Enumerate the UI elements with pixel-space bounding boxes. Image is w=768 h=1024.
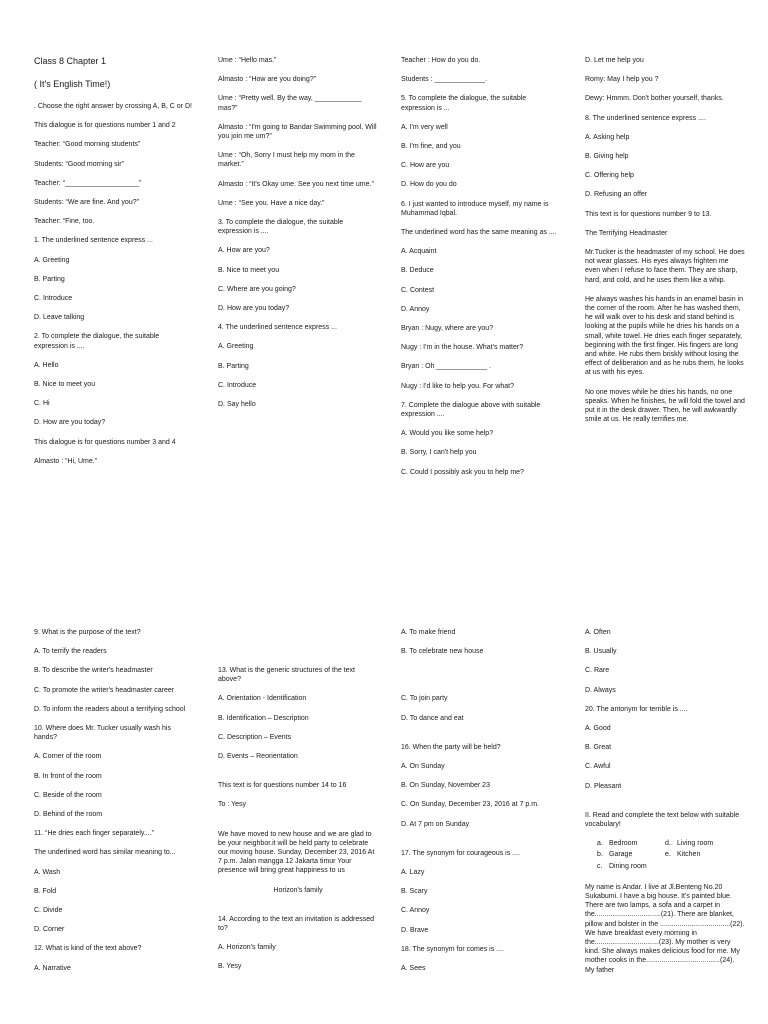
answer-option: A. To make friend xyxy=(401,629,456,636)
question: 16. When the party will be held? xyxy=(401,743,501,751)
answer-option: C. How are you xyxy=(401,162,450,170)
question: 5. To complete the dialogue, the suitable expression is ... xyxy=(401,95,529,112)
answer-option: A. Hello xyxy=(34,361,59,369)
answer-option: A. Sees xyxy=(401,965,426,973)
dialogue-line: Almasto : “How are you doing?” xyxy=(218,76,317,84)
dialogue-line: Almasto : “Hi, Ume.” xyxy=(34,457,98,465)
question: 7. Complete the dialogue above with suitable expression .... xyxy=(401,401,543,419)
answer-option: B. Fold xyxy=(34,887,57,895)
choice-word: Dining room xyxy=(609,862,647,870)
question: 9. What is the purpose of the text? xyxy=(34,629,141,636)
choice-letter: a. xyxy=(597,840,603,848)
answer-option: D. Events – Reorientation xyxy=(218,753,298,761)
answer-option: A. Acquaint xyxy=(401,248,437,256)
answer-option: B. Great xyxy=(585,744,612,752)
text-line: This dialogue is for questions number 3 and 4 xyxy=(34,438,176,446)
document-subtitle: ( It's English Time!) xyxy=(34,79,111,89)
question: 13. What is the generic structures of the text above? xyxy=(218,667,357,684)
dialogue-line: Dewy: Hmmm. Don't bother yourself, thanks. xyxy=(585,95,724,103)
instruction: . Choose the right answer by crossing A, B, C or D! xyxy=(34,103,192,110)
answer-option: B. Sorry, I can't help you xyxy=(401,449,477,457)
dialogue-line: Almasto : “It's Okay ume. See you next time ume.” xyxy=(218,180,374,188)
question: 3. To complete the dialogue, the suitable expression is .... xyxy=(218,219,346,236)
dialogue-line: Nugy : I'm in the house. What's matter? xyxy=(401,344,524,352)
answer-option: D. To inform the readers about a terrifying school xyxy=(34,705,186,713)
answer-option: A. Narrative xyxy=(34,964,71,972)
column-3 xyxy=(401,56,561,487)
question: 18. The synonym for comes is .... xyxy=(401,945,504,953)
dialogue-line: Students: “We are fine. And you?” xyxy=(34,199,139,207)
answer-option: C. Divide xyxy=(34,907,63,915)
document-title: Class 8 Chapter 1 xyxy=(34,56,107,66)
column-2 xyxy=(218,666,378,982)
answer-option: B. To celebrate new house xyxy=(401,648,484,656)
dialogue-line: Teacher: “___________________” xyxy=(34,179,142,187)
column-2 xyxy=(218,56,378,419)
section-heading: II. Read and complete the text below with suitable vocabulary! xyxy=(585,811,742,829)
question: 17. The synonym for courageous is .... xyxy=(401,849,520,857)
answer-option: D. How are you today? xyxy=(34,419,106,427)
dialogue-line: Almasto : “I'm going to Bandar Swimming pool. Will you join me um?” xyxy=(218,123,379,141)
choice-word: Garage xyxy=(609,851,633,859)
answer-option: B. On Sunday, November 23 xyxy=(401,782,490,790)
answer-option: A. Orientation - Identification xyxy=(218,695,307,703)
answer-option: C. Annoy xyxy=(401,907,430,915)
answer-option: B. Parting xyxy=(218,362,249,370)
answer-option: C. Where are you going? xyxy=(218,285,296,293)
choice-letter: c. xyxy=(597,862,603,870)
question: 8. The underlined sentence express .... xyxy=(585,114,706,122)
answer-option: D. At 7 pm on Sunday xyxy=(401,820,470,828)
dialogue-line: Ume : “See you. Have a nice day.” xyxy=(218,199,325,207)
answer-option: C. To promote the writer's headmaster career xyxy=(34,686,175,694)
answer-option: C. On Sunday, December 23, 2016 at 7 p.m. xyxy=(401,801,540,809)
answer-option: C. Offering help xyxy=(585,172,634,180)
answer-option: B. Giving help xyxy=(585,153,629,161)
column-1 xyxy=(34,56,194,476)
answer-option: A. Greeting xyxy=(34,256,70,264)
answer-option: A. To terrify the readers xyxy=(34,648,107,656)
answer-option: A. Lazy xyxy=(401,869,425,877)
dialogue-line: Teacher : How do you do. xyxy=(401,57,481,64)
choice-letter: d.. xyxy=(665,840,673,848)
question: The underlined word has the same meaning as .... xyxy=(401,229,557,237)
dialogue-line: Ume : “Oh, Sorry I must help my mom in the market.” xyxy=(218,152,357,169)
dialogue-line: Bryan : Nugy, where are you? xyxy=(401,325,494,333)
answer-option: B. Identification – Description xyxy=(218,714,309,722)
dialogue-line: Teacher: “Good morning students” xyxy=(34,141,141,149)
choice-word: Kitchen xyxy=(677,851,701,859)
answer-option: B. Parting xyxy=(34,275,65,283)
answer-option: C. Could I possibly ask you to help me? xyxy=(401,468,524,476)
invitation-signature: Horizon's family xyxy=(273,886,323,894)
answer-option: B. Scary xyxy=(401,888,428,896)
dialogue-line: Students: “Good morning sir” xyxy=(34,160,124,168)
question: 12. What is kind of the text above? xyxy=(34,945,142,953)
dialogue-line: Nugy : I'd like to help you. For what? xyxy=(401,382,515,390)
column-4 xyxy=(585,56,745,434)
answer-option: B. In front of the room xyxy=(34,772,102,780)
question: 10. Where does Mr. Tucker usually wash his hands? xyxy=(34,725,173,742)
question: 20. The antonym for terrible is .... xyxy=(585,705,688,713)
question: 2. To complete the dialogue, the suitable expression is .... xyxy=(34,333,162,350)
answer-option: A. I'm very well xyxy=(401,123,448,131)
answer-option: B. Nice to meet you xyxy=(218,266,280,274)
answer-option: C. Introduce xyxy=(218,381,257,389)
answer-option: A. Horizon's family xyxy=(218,944,276,952)
column-3 xyxy=(401,628,561,983)
question: 1. The underlined sentence express ... xyxy=(34,237,153,245)
answer-option: B. Deduce xyxy=(401,267,434,275)
answer-option: A. Greeting xyxy=(218,343,254,351)
dialogue-line: Teacher: “Fine, too. xyxy=(34,218,95,226)
choice-letter: b. xyxy=(597,851,603,859)
cloze-passage: My name is Andar. I live at Jl.Benteng No.20 Sukabumi. I have a big house. It's painted blue. There are two lamps, a sofa and a carpet in the..................................(21). There are blanket, pillow and bolster in the ....................................(22). We have breakfast every morning in the.................................(23). My mother is very kind. She always makes delicious food for me. My mother cooks in the......................................(24). My father xyxy=(585,883,747,974)
invitation-body: We have moved to new house and we are glad to be your neighbor.it will be held party to celebrate our moving house. Sunday, December 23, 2016 At 7 p.m. Jalan mangga 12 Jakarta timur Your presence will bring great happiness to us xyxy=(218,830,377,875)
answer-option: C. Beside of the room xyxy=(34,791,102,799)
text-line: This text is for questions number 14 to 16 xyxy=(218,782,347,790)
answer-option: D. Leave talking xyxy=(34,314,85,322)
question: 4. The underlined sentence express ... xyxy=(218,324,337,332)
passage-title: The Terrifying Headmaster xyxy=(585,229,668,237)
answer-option: D. Pleasant xyxy=(585,782,622,790)
answer-option: B. I'm fine, and you xyxy=(401,143,461,151)
answer-option: D. How do you do xyxy=(401,181,457,189)
answer-option: A. Would you like some help? xyxy=(401,430,494,438)
answer-option: C. Rare xyxy=(585,667,610,675)
answer-option: D. Behind of the room xyxy=(34,811,103,819)
choice-word: Living room xyxy=(677,840,714,848)
answer-option: C. To join party xyxy=(401,695,448,703)
passage-paragraph: He always washes his hands in an enamel basin in the corner of the room. After he has washed them, he will walk over to his desk and stand behind is looking at the pupils while he dries his hands on a small, white towel. He dries each finger separately, beginning with the first finger. His fingers are long and white. He rubs them briskly without losing the effect of deliberation and as he rubs them, he looks at us with his eyes. xyxy=(585,295,746,377)
dialogue-line: Ume : “Pretty well. By the way, ____________ mas?” xyxy=(218,95,364,112)
answer-option: C. Awful xyxy=(585,763,611,771)
question: 14. According to the text an invitation is addressed to? xyxy=(218,915,376,933)
answer-option: D. Corner xyxy=(34,926,65,934)
answer-option: B. Usually xyxy=(585,648,617,656)
answer-option: D. Say hello xyxy=(218,401,256,409)
answer-option: D. Refusing an offer xyxy=(585,191,648,199)
dialogue-line: Ume : “Hello mas.” xyxy=(218,57,277,64)
passage-paragraph: No one moves while he dries his hands, no one speaks. When he finishes, he will fold the towel and put it in the desk drawer. Then, he will awkwardly smile at us. He really terrifies me. xyxy=(585,388,747,424)
column-1 xyxy=(34,628,194,983)
answer-option: C. Description – Events xyxy=(218,733,292,741)
column-4 xyxy=(585,628,745,985)
dialogue-line: Bryan : Oh _____________ . xyxy=(401,363,491,371)
answer-option: B. Nice to meet you xyxy=(34,381,96,389)
question: The underlined word has similar meaning to... xyxy=(34,849,176,857)
answer-option: C. Introduce xyxy=(34,295,73,303)
answer-option: C. Contest xyxy=(401,286,435,294)
bottom-page xyxy=(0,620,768,1024)
dialogue-line: Students : _____________. xyxy=(401,76,488,84)
answer-option: A. On Sunday xyxy=(401,763,445,771)
answer-option: D. How are you today? xyxy=(218,305,290,313)
text-line: This dialogue is for questions number 1 and 2 xyxy=(34,122,176,130)
answer-option: A. How are you? xyxy=(218,247,270,255)
dialogue-line: Romy: May I help you ? xyxy=(585,76,659,84)
vocabulary-choices xyxy=(597,839,745,871)
answer-option: B. To describe the writer's headmaster xyxy=(34,667,153,675)
text-line: This text is for questions number 9 to 13. xyxy=(585,210,712,218)
answer-option: C. Hi xyxy=(34,400,50,408)
answer-option: A. Good xyxy=(585,725,611,733)
answer-option: A. Often xyxy=(585,629,611,636)
question: 11. “He dries each finger separately....” xyxy=(34,830,154,838)
answer-option: A. Corner of the room xyxy=(34,753,102,761)
choice-letter: e. xyxy=(665,851,671,859)
answer-option: A. Asking help xyxy=(585,133,630,141)
answer-option: B. Yesy xyxy=(218,963,242,971)
choice-word: Bedroom xyxy=(609,840,638,848)
answer-option: D. Brave xyxy=(401,926,429,934)
passage-paragraph: Mr.Tucker is the headmaster of my school. He does not wear glasses. His eyes always frighten me even when I refuse to face them. They are sharp, hard, and cold, and he uses them like a whip. xyxy=(585,249,747,284)
answer-option: D. To dance and eat xyxy=(401,714,464,722)
answer-option: D. Always xyxy=(585,686,616,694)
answer-option: D. Annoy xyxy=(401,305,430,313)
question: 6. I just wanted to introduce myself, my name is Muhammad Iqbal. xyxy=(401,200,551,217)
answer-option: A. Wash xyxy=(34,868,61,876)
invitation-recipient: To : Yesy xyxy=(218,801,247,809)
answer-option: D. Let me help you xyxy=(585,57,644,64)
